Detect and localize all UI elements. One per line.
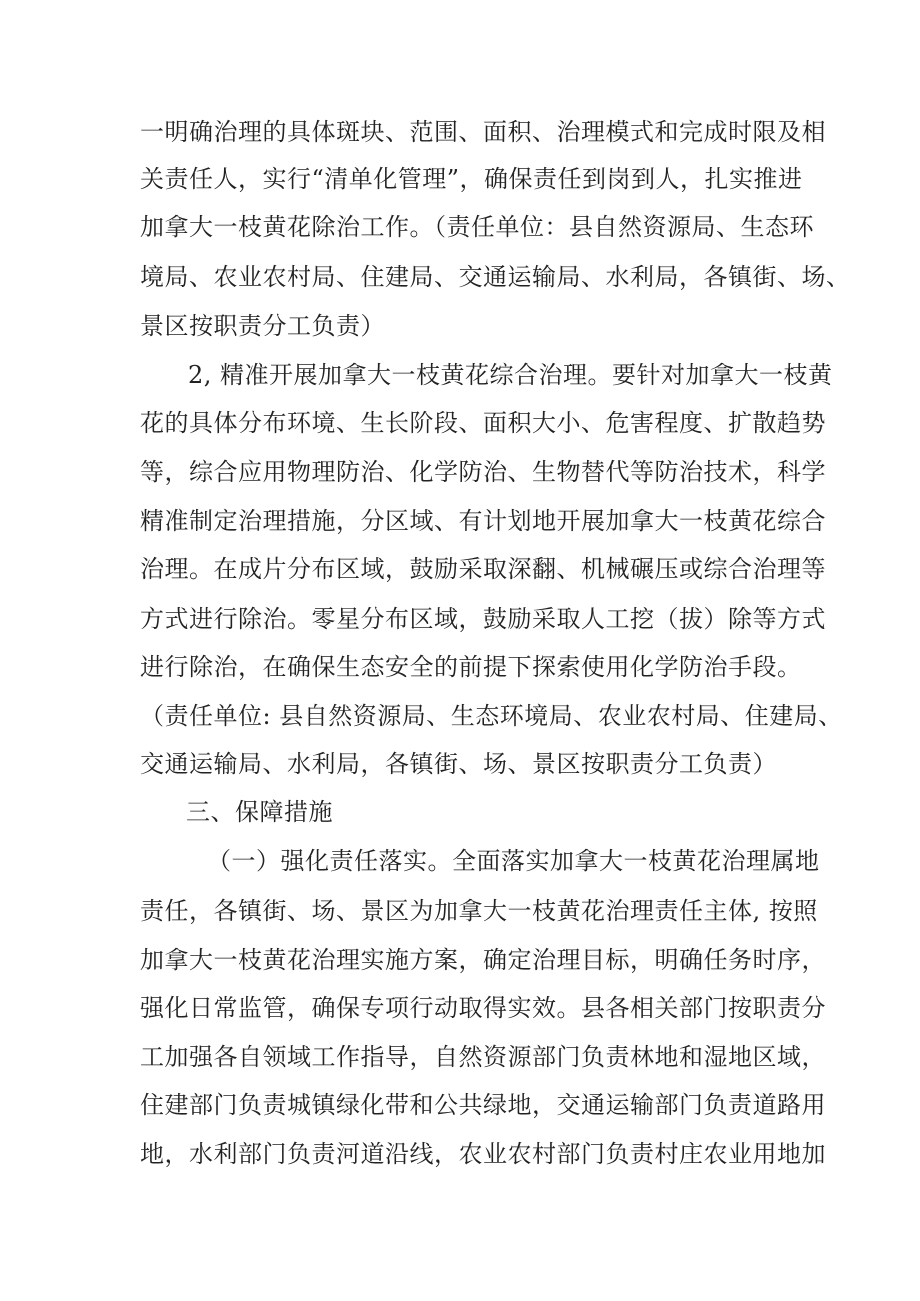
paragraph-line-2: 关责任人，实行“清单化管理”，确保责任到岗到人，扎实推进 — [140, 165, 803, 193]
section-heading: 三、保障措施 — [186, 798, 333, 826]
paragraph-line-5: 景区按职责分工负责） — [140, 312, 385, 340]
paragraph-line-1: 一明确治理的具体斑块、范围、面积、治理模式和完成时限及相 — [140, 118, 826, 146]
subsection-1-line-4: 强化日常监管，确保专项行动取得实效。县各相关部门按职责分 — [140, 994, 826, 1022]
subsection-1-line-7: 地，水利部门负责河道沿线，农业农村部门负责村庄农业用地加 — [140, 1140, 826, 1168]
subsection-1-line-5: 工加强各自领域工作指导，自然资源部门负责林地和湿地区域， — [140, 1043, 826, 1071]
subsection-1-line-2: 责任，各镇街、场、景区为加拿大一枝黄花治理责任主体, 按照 — [140, 897, 818, 925]
paragraph-line-4: 境局、农业农村局、住建局、交通运输局、水利局，各镇街、场、 — [140, 263, 851, 291]
item-2-line-5: 治理。在成片分布区域，鼓励采取深翻、机械碾压或综合治理等 — [140, 555, 826, 583]
subsection-1-line-1: （一）强化责任落实。全面落实加拿大一枝黄花治理属地 — [207, 847, 820, 875]
item-2-line-8: （责任单位: 县自然资源局、生态环境局、农业农村局、住建局、 — [140, 702, 843, 730]
item-2-line-4: 精准制定治理措施，分区域、有计划地开展加拿大一枝黄花综合 — [140, 507, 826, 535]
subsection-1-line-6: 住建部门负责城镇绿化带和公共绿地，交通运输部门负责道路用 — [140, 1091, 826, 1119]
paragraph-line-3: 加拿大一枝黄花除治工作。（责任单位：县自然资源局、生态环 — [140, 213, 814, 241]
item-2-line-1: 2, 精准开展加拿大一枝黄花综合治理。要针对加拿大一枝黄 — [188, 361, 833, 389]
item-2-line-7: 进行除治，在确保生态安全的前提下探索使用化学防治手段。 — [140, 653, 802, 681]
subsection-1-line-3: 加拿大一枝黄花治理实施方案，确定治理目标，明确任务时序， — [140, 946, 826, 974]
item-2-line-9: 交通运输局、水利局，各镇街、场、景区按职责分工负责） — [140, 750, 777, 778]
item-2-line-2: 花的具体分布环境、生长阶段、面积大小、危害程度、扩散趋势 — [140, 409, 826, 437]
item-2-line-3: 等，综合应用物理防治、化学防治、生物替代等防治技术，科学 — [140, 458, 826, 486]
item-2-line-6: 方式进行除治。零星分布区域，鼓励采取人工挖（拔）除等方式 — [140, 605, 826, 633]
